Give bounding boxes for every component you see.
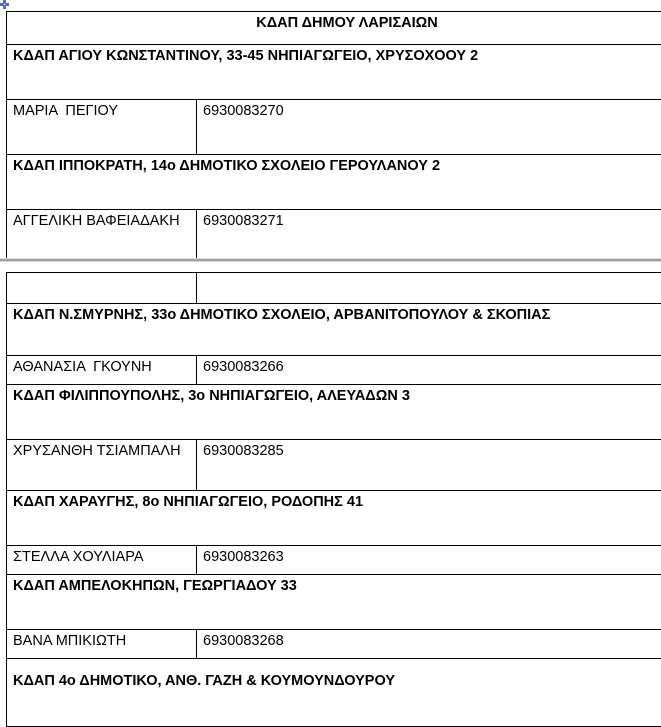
- facility-address: ΚΔΑΠ 4ο ΔΗΜΟΤΙΚΟ, ΑΝΘ. ΓΑΖΗ & ΚΟΥΜΟΥΝΔΟΥΡΟΥ: [7, 659, 661, 727]
- staff-phone: 6930083266: [197, 356, 661, 385]
- staff-phone: 6930083285: [197, 440, 661, 491]
- table-row: [7, 659, 661, 727]
- table-row: [7, 45, 661, 100]
- kdap-table-section-1: [6, 11, 661, 261]
- table-row: [7, 356, 661, 385]
- table-row: [7, 491, 661, 546]
- table-move-handle[interactable]: [0, 0, 9, 9]
- table-row: [7, 546, 661, 575]
- page-break-separator: [0, 258, 661, 262]
- table-row: [7, 440, 661, 491]
- facility-address: ΚΔΑΠ Ν.ΣΜΥΡΝΗΣ, 33ο ΔΗΜΟΤΙΚΟ ΣΧΟΛΕΙΟ, ΑΡΒΑΝΙΤΟΠΟΥΛΟΥ & ΣΚΟΠΙΑΣ: [7, 304, 661, 356]
- table-row: [7, 575, 661, 630]
- staff-name: ΣΤΕΛΛΑ ΧΟΥΛΙΑΡΑ: [7, 546, 197, 575]
- staff-phone: 6930083268: [197, 630, 661, 659]
- staff-phone: 6930083271: [197, 210, 661, 261]
- staff-phone: 6930083270: [197, 100, 661, 155]
- table-row: [7, 304, 661, 356]
- table-row-spacer: [7, 273, 661, 304]
- staff-name: ΑΓΓΕΛΙΚΗ ΒΑΦΕΙΑΔΑΚΗ: [7, 210, 197, 261]
- facility-address: ΚΔΑΠ ΙΠΠΟΚΡΑΤΗ, 14ο ΔΗΜΟΤΙΚΟ ΣΧΟΛΕΙΟ ΓΕΡΟΥΛΑΝΟΥ 2: [7, 155, 661, 210]
- facility-address: ΚΔΑΠ ΑΜΠΕΛΟΚΗΠΩΝ, ΓΕΩΡΓΙΑΔΟΥ 33: [7, 575, 661, 630]
- table-row: [7, 155, 661, 210]
- kdap-table-section-2: [6, 272, 661, 727]
- kdap-table-2: [6, 272, 661, 727]
- kdap-table-1: [6, 11, 661, 261]
- table-row: [7, 210, 661, 261]
- table-row: [7, 630, 661, 659]
- spacer-cell-name: [7, 273, 197, 304]
- staff-name: ΑΘΑΝΑΣΙΑ ΓΚΟΥΝΗ: [7, 356, 197, 385]
- staff-name: ΒΑΝΑ ΜΠΙΚΙΩΤΗ: [7, 630, 197, 659]
- document-title: ΚΔΑΠ ΔΗΜΟΥ ΛΑΡΙΣΑΙΩΝ: [7, 12, 661, 45]
- facility-address: ΚΔΑΠ ΑΓΙΟΥ ΚΩΝΣΤΑΝΤΙΝΟΥ, 33-45 ΝΗΠΙΑΓΩΓΕΙΟ, ΧΡΥΣΟΧΟΟΥ 2: [7, 45, 661, 100]
- staff-name: ΧΡΥΣΑΝΘΗ ΤΣΙΑΜΠΑΛΗ: [7, 440, 197, 491]
- staff-name: ΜΑΡΙΑ ΠΕΓΙΟΥ: [7, 100, 197, 155]
- page-break-line-bottom: [0, 261, 661, 262]
- staff-phone: 6930083263: [197, 546, 661, 575]
- spacer-cell-phone: [197, 273, 661, 304]
- table-row: [7, 100, 661, 155]
- facility-address: ΚΔΑΠ ΦΙΛΙΠΠΟΥΠΟΛΗΣ, 3ο ΝΗΠΙΑΓΩΓΕΙΟ, ΑΛΕΥΑΔΩΝ 3: [7, 385, 661, 440]
- facility-address: ΚΔΑΠ ΧΑΡΑΥΓΗΣ, 8ο ΝΗΠΙΑΓΩΓΕΙΟ, ΡΟΔΟΠΗΣ 41: [7, 491, 661, 546]
- table-row: [7, 385, 661, 440]
- table-row-title: [7, 12, 661, 45]
- move-cross-icon: [0, 0, 9, 9]
